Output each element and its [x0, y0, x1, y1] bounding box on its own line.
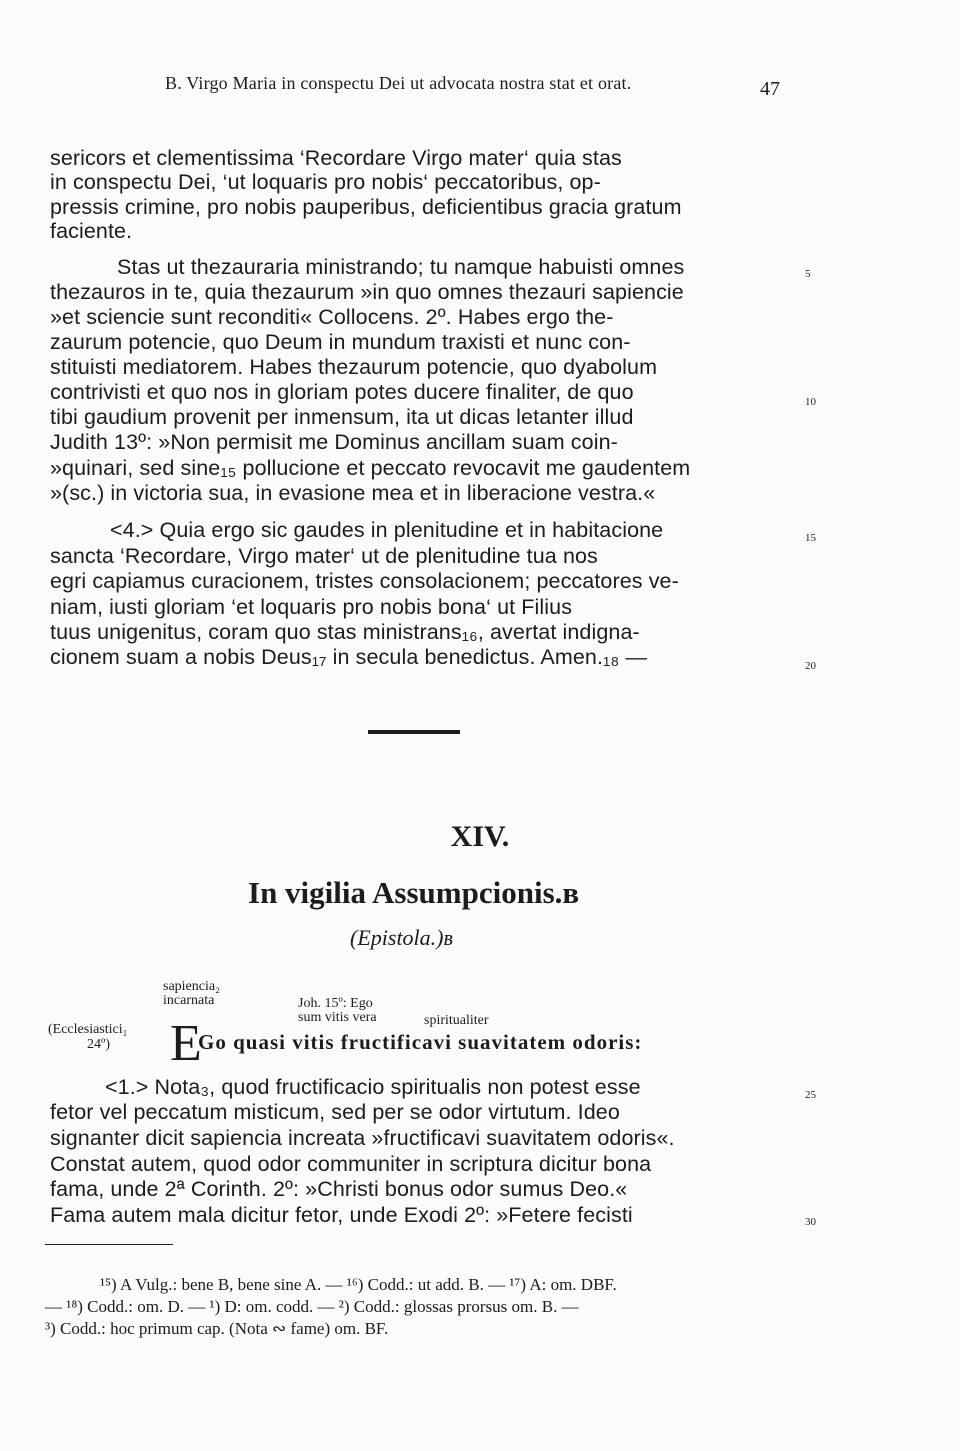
lemma-text: Go quasi vitis fructificavi suavitatem odoris:: [198, 1030, 643, 1054]
footnote-line: — ¹⁸) Codd.: om. D. — ¹) D: om. codd. — ²) Codd.: glossas prorsus om. B. —: [45, 1297, 579, 1316]
gloss-sapiencia: sapiencia₂: [163, 979, 220, 994]
gloss-john: Joh. 15º: Ego: [298, 996, 373, 1011]
line-number: 10: [805, 396, 816, 408]
gloss-ecclesiastici: (Ecclesiastici₁: [48, 1022, 128, 1037]
line-number: 30: [805, 1216, 816, 1228]
running-title: B. Virgo Maria in conspectu Dei ut advocata nostra stat et orat.: [165, 73, 632, 93]
section-divider: [368, 730, 460, 734]
body-line: thezauros in te, quia thezaurum »in quo omnes thezauri sapiencie: [50, 280, 684, 304]
body-line: Judith 13º: »Non permisit me Dominus ancillam suam coin-: [50, 430, 618, 454]
body-line: pressis crimine, pro nobis pauperibus, deficientibus gracia gratum: [50, 195, 682, 219]
body-line: <1.> Nota₃, quod fructificacio spiritualis non potest esse: [105, 1075, 641, 1099]
body-line: fetor vel peccatum misticum, sed per se odor virtutum. Ideo: [50, 1100, 620, 1124]
body-line: zaurum potencie, quo Deum in mundum traxisti et nunc con-: [50, 330, 631, 354]
body-line: Fama autem mala dicitur fetor, unde Exodi 2º: »Fetere fecisti: [50, 1203, 633, 1227]
gloss-eccl-ref: 24º): [87, 1037, 111, 1052]
drop-initial: E: [170, 1015, 202, 1072]
body-line: fama, unde 2ª Corinth. 2º: »Christi bonus odor sumus Deo.«: [50, 1177, 628, 1201]
body-line: Constat autem, quod odor communiter in scriptura dicitur bona: [50, 1152, 652, 1176]
body-line: tuus unigenitus, coram quo stas ministrans₁₆, avertat indigna-: [50, 620, 640, 644]
line-number: 5: [805, 268, 811, 280]
body-line: contrivisti et quo nos in gloriam potes ducere finaliter, de quo: [50, 380, 634, 404]
line-number: 15: [805, 532, 816, 544]
line-number: 20: [805, 660, 816, 672]
body-line: Stas ut thezauraria ministrando; tu namque habuisti omnes: [117, 255, 685, 279]
body-line: »(sc.) in victoria sua, in evasione mea et in liberacione vestra.«: [50, 481, 656, 505]
body-line: stituisti mediatorem. Habes thezaurum potencie, quo dyabolum: [50, 355, 658, 379]
gloss-incarnata: incarnata: [163, 993, 215, 1008]
body-line: cionem suam a nobis Deus₁₇ in secula benedictus. Amen.₁₈ —: [50, 645, 648, 669]
body-line: faciente.: [50, 219, 133, 243]
body-line: sancta ‘Recordare, Virgo mater‘ ut de plenitudine tua nos: [50, 544, 598, 568]
section-subtitle: (Epistola.)ʙ: [350, 925, 453, 950]
gloss-spiritualiter: spiritualiter: [424, 1013, 489, 1028]
page-number: 47: [760, 78, 780, 100]
body-line: tibi gaudium provenit per inmensum, ita ut dicas letanter illud: [50, 405, 634, 429]
section-number: XIV.: [450, 820, 510, 853]
body-line: »quinari, sed sine₁₅ pollucione et peccato revocavit me gaudentem: [50, 456, 691, 480]
line-number: 25: [805, 1089, 816, 1101]
footnote-rule: [45, 1244, 173, 1245]
body-line: <4.> Quia ergo sic gaudes in plenitudine et in habitacione: [110, 518, 664, 542]
gloss-sum-vitis: sum vitis vera: [298, 1010, 377, 1025]
body-line: »et sciencie sunt reconditi« Collocens. 2º. Habes ergo the-: [50, 305, 614, 329]
footnote-line: ³) Codd.: hoc primum cap. (Nota ∾ fame) om. BF.: [45, 1319, 389, 1338]
footnote-line: ¹⁵) A Vulg.: bene B, bene sine A. — ¹⁶) Codd.: ut add. B. — ¹⁷) A: om. DBF.: [100, 1275, 617, 1294]
body-line: signanter dicit sapiencia increata »fructificavi suavitatem odoris«.: [50, 1126, 675, 1150]
body-line: egri capiamus curacionem, tristes consolacionem; peccatores ve-: [50, 569, 679, 593]
body-line: niam, iusti gloriam ‘et loquaris pro nobis bona‘ ut Filius: [50, 595, 573, 619]
section-title: In vigilia Assumpcionis.ʙ: [248, 875, 580, 910]
body-line: sericors et clementissima ‘Recordare Virgo mater‘ quia stas: [50, 146, 622, 170]
body-line: in conspectu Dei, ‘ut loquaris pro nobis‘ peccatoribus, op-: [50, 170, 601, 194]
